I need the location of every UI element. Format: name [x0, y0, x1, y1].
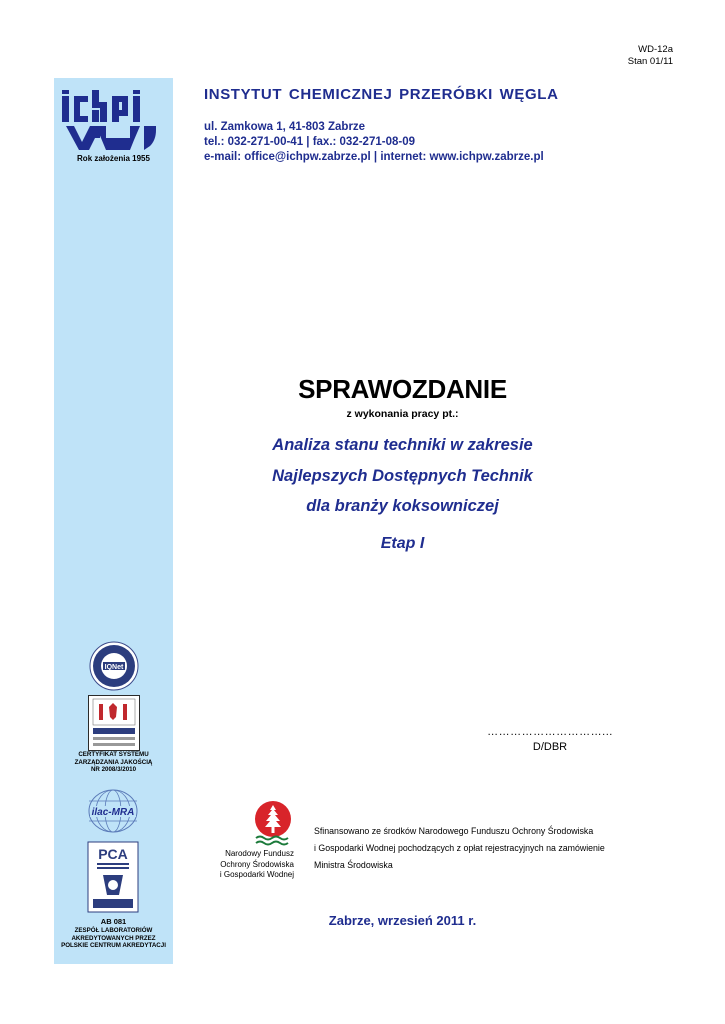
pca-accreditation-icon [87, 841, 139, 913]
accreditation-line-2: AKREDYTOWANYCH PRZEZ [71, 934, 156, 942]
pcbc-certificate-icon [88, 695, 140, 751]
form-state: Stan 01/11 [627, 56, 673, 67]
institute-name: INSTYTUT CHEMICZNEJ PRZERÓBKI WĘGLA [204, 86, 559, 103]
funding-note [314, 823, 605, 874]
form-code: WD-12a [638, 44, 673, 55]
fund-name-line-3: i Gospodarki Wodnej [219, 870, 294, 879]
signature-label: D/DBR [532, 741, 568, 753]
accreditation-text [54, 917, 173, 950]
funding-line-3: Ministra Środowiska [314, 860, 393, 870]
pca-label: PCA [98, 846, 128, 862]
work-title-line-3: dla branży koksowniczej [306, 497, 499, 515]
ilac-label: ilac-MRA [91, 807, 135, 818]
document-code [628, 44, 673, 68]
report-subtitle: z wykonania pracy pt.: [346, 408, 459, 420]
work-title-line-1: Analiza stanu techniki w zakresie [272, 436, 533, 454]
ilac-mra-icon [85, 787, 141, 835]
iqnet-certification-icon [89, 641, 139, 691]
fund-name-line-1: Narodowy Fundusz [225, 849, 294, 858]
report-title: SPRAWOZDANIE [298, 374, 507, 404]
fund-name-line-2: Ochrony Środowiska [220, 859, 294, 869]
institute-phone: tel.: 032-271-00-41 | fax.: 032-271-08-09 [204, 136, 415, 148]
funding-line-1: Sfinansowano ze środków Narodowego Funduszu Ochrony Środowiska [314, 826, 594, 836]
nfosigw-logo-icon [252, 800, 294, 848]
quality-certificate-text [54, 751, 173, 774]
founding-year: Rok założenia 1955 [77, 154, 150, 163]
accreditation-line-1: ZESPÓŁ LABORATORIÓW [74, 927, 153, 934]
institute-address: ul. Zamkowa 1, 41-803 Zabrze [204, 121, 366, 133]
fund-name [200, 849, 294, 881]
institute-email-web: e-mail: office@ichpw.zabrze.pl | internet: www.ichpw.zabrze.pl [204, 151, 544, 163]
funding-line-2: i Gospodarki Wodnej pochodzących z opłat rejestracyjnych na zamówienie [314, 843, 605, 853]
ichpw-logo [60, 90, 163, 152]
place-and-date: Zabrze, wrzesień 2011 r. [328, 913, 477, 928]
report-stage: Etap I [380, 535, 425, 552]
institute-contact-block [204, 120, 544, 165]
accreditation-line-3: POLSKIE CENTRUM AKREDYTACJI [61, 942, 166, 949]
work-title-line-2: Najlepszych Dostępnych Technik [272, 467, 533, 485]
accreditation-code: AB 081 [100, 917, 127, 926]
cert-line-3: NR 2008/3/2010 [90, 766, 137, 773]
cert-line-1: CERTYFIKAT SYSTEMU [78, 751, 149, 758]
cert-line-2: ZARZĄDZANIA JAKOŚCIĄ [74, 758, 153, 766]
iqnet-label: IQNet [104, 664, 124, 671]
signature-line: …………………………... [487, 726, 613, 738]
